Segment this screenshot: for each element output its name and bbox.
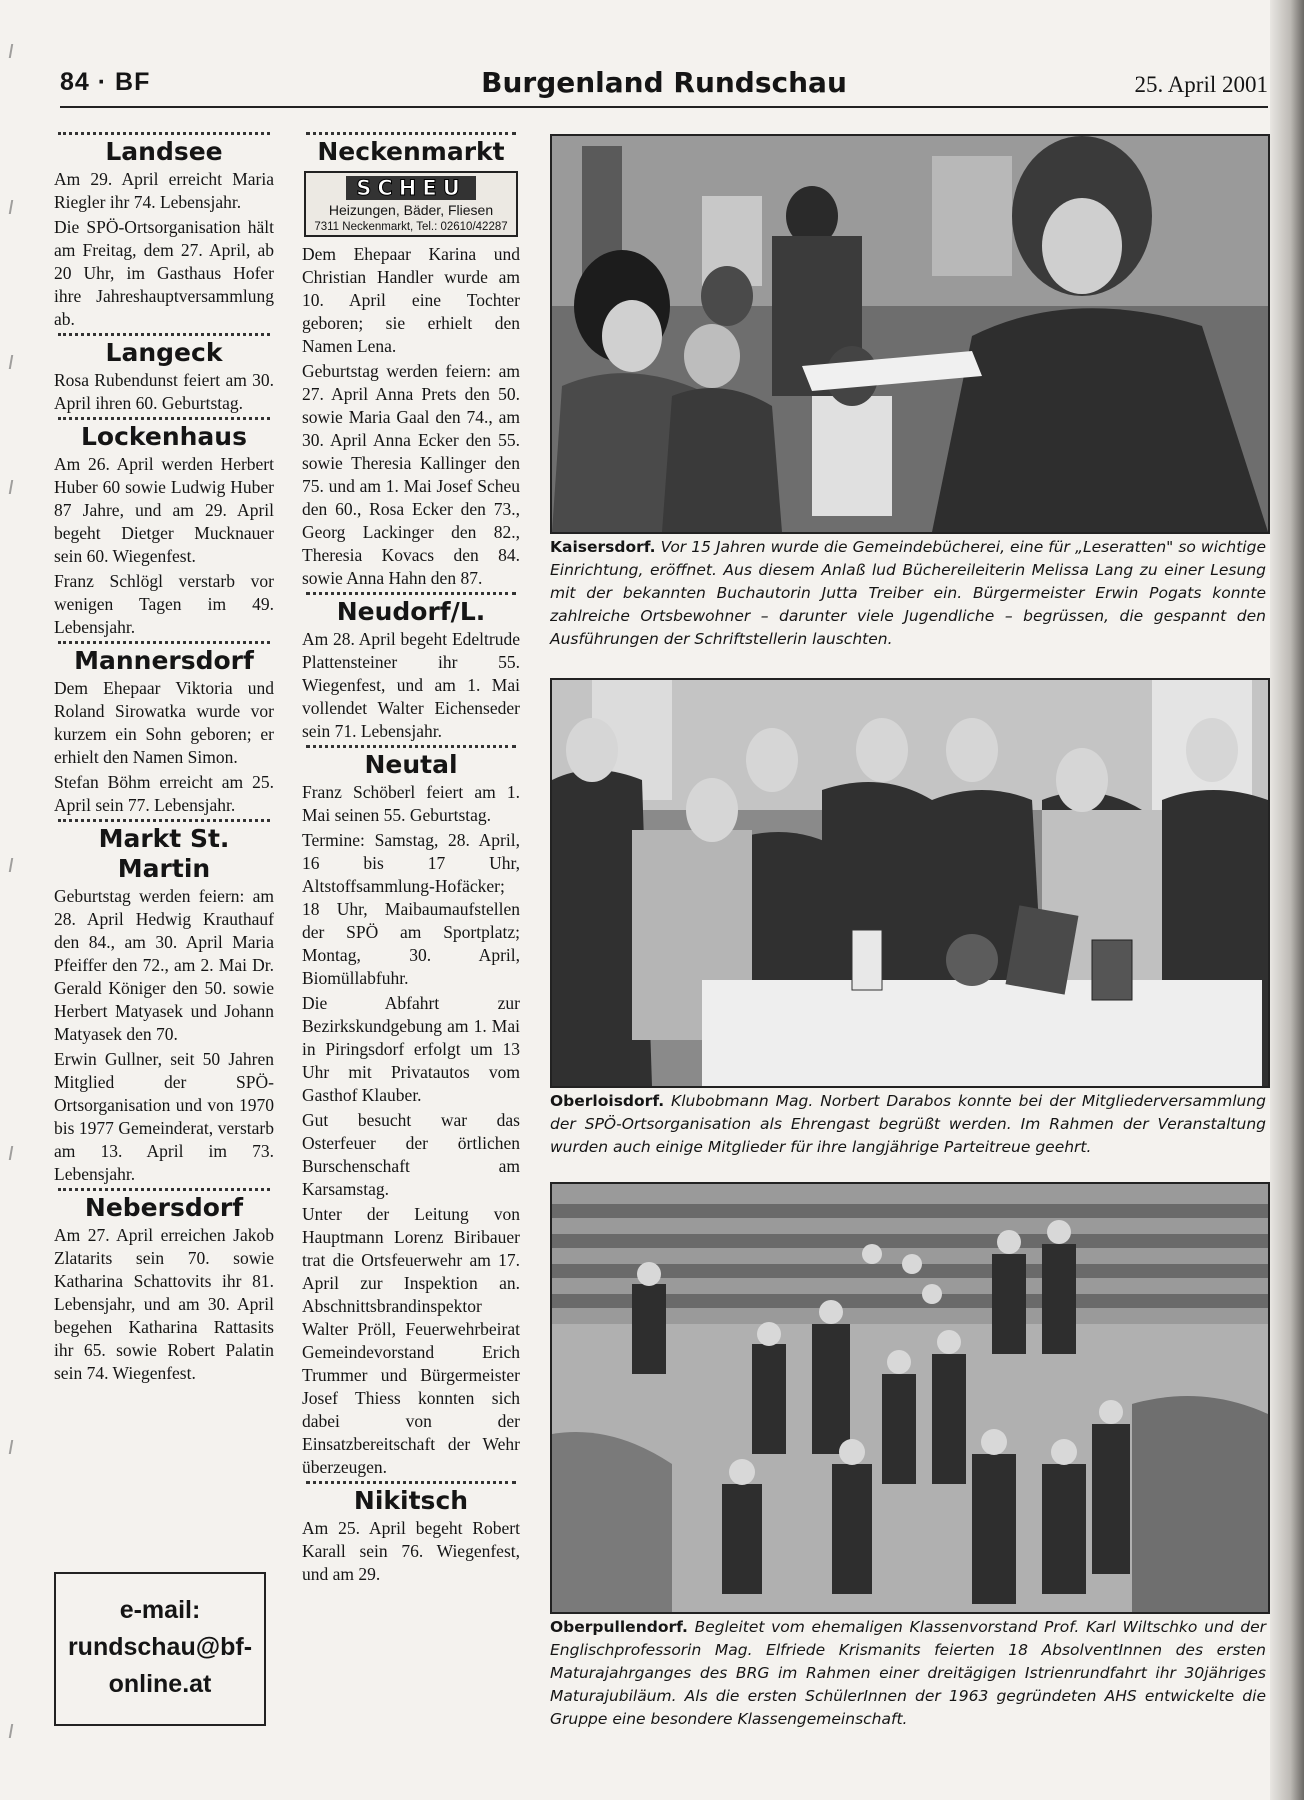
margin-mark — [9, 480, 23, 494]
dotted-divider — [58, 417, 270, 420]
column-middle — [302, 132, 520, 1588]
caption-text: Vor 15 Jahren wurde die Gemeindebücherei, eine für „Leseratten" so wichtige Einrichtung, eröffnet. Aus diesem Anlaß lud Büchereileiterin Melissa Lang zu einer Lesung mit der bekannten Buchautorin Jutta Treiber ein. Bürgermeister Erwin Pogats konnte zahlreiche Ortsbewohner – darunter viele Jugendliche – begrüssen, die gespannt den Ausführungen der Schriftstellerin lauschten. — [550, 538, 1266, 648]
margin-mark — [9, 355, 23, 369]
photo-caption-kaisersdorf — [550, 536, 1266, 651]
dotted-divider — [58, 132, 270, 135]
photo-kaisersdorf-reading — [550, 134, 1270, 534]
section-title-landsee: Landsee — [105, 137, 223, 166]
article-text: Am 28. April begeht Edeltrude Plattensteiner ihr 55. Wiegenfest, und am 1. Mai vollendet Walter Eichenseder sein 71. Lebensjahr. — [302, 629, 520, 741]
section-title-neckenmarkt: Neckenmarkt — [317, 137, 505, 166]
caption-place: Kaisersdorf. — [550, 538, 656, 556]
dotted-divider — [306, 1481, 516, 1484]
section-title-nebersdorf: Nebersdorf — [84, 1193, 244, 1222]
page-header — [60, 66, 1268, 108]
article-text: Am 26. April werden Herbert Huber 60 sowie Ludwig Huber 87 Jahre, und am 29. April begeht Dietger Mucknauer sein 60. Wiegenfest. — [54, 454, 274, 566]
article-text: Die Abfahrt zur Bezirkskundgebung am 1. Mai in Piringsdorf erfolgt um 13 Uhr mit Privatautos vom Gasthof Klauber. — [302, 993, 520, 1105]
ad-services: Heizungen, Bäder, Fliesen — [328, 202, 494, 218]
margin-mark — [9, 858, 23, 872]
dotted-divider — [306, 132, 516, 135]
article-text: Geburtstag werden feiern: am 28. April Hedwig Krauthauf den 84., am 30. April Maria Pfeiffer den 72., am 2. Mai Dr. Gerald Königer den 50. sowie Herbert Matyasek und Johann Matyasek den 70. — [54, 886, 274, 1044]
issue-date: 25. April 2001 — [1134, 72, 1268, 97]
advertisement-scheu — [304, 171, 518, 237]
margin-mark — [9, 1146, 23, 1160]
email-contact-box — [54, 1572, 266, 1726]
article-text: Dem Ehepaar Karina und Christian Handler wurde am 10. April eine Tochter geboren; sie erhielt den Namen Lena. — [302, 244, 520, 356]
margin-mark — [9, 200, 23, 214]
article-text: Unter der Leitung von Hauptmann Lorenz Biribauer trat die Ortsfeuerwehr am 17. April zur Inspektion an. Abschnittsbrandinspektor Walter Pröll, Feuerwehrbeirat Gemeindevorstand Erich Trummer und Bürgermeister Josef Thiess konnten sich dabei von der Einsatzbereitschaft der Wehr überzeugen. — [302, 1204, 520, 1477]
ad-logo: SCHEU — [346, 176, 476, 200]
article-text: Am 25. April begeht Robert Karall sein 76. Wiegenfest, und am 29. — [302, 1518, 520, 1584]
dotted-divider — [58, 641, 270, 644]
caption-place: Oberloisdorf. — [550, 1092, 665, 1110]
article-text: Stefan Böhm erreicht am 25. April sein 77. Lebensjahr. — [54, 772, 274, 815]
newspaper-title: Burgenland Rundschau — [481, 66, 847, 99]
article-text: Rosa Rubendunst feiert am 30. April ihren 60. Geburtstag. — [54, 370, 274, 413]
email-label: e-mail: — [119, 1596, 201, 1624]
article-text: Franz Schöberl feiert am 1. Mai seinen 55. Geburtstag. — [302, 782, 520, 825]
section-title-markt-st-martin: Markt St. Martin — [98, 824, 230, 883]
photo-caption-oberloisdorf — [550, 1090, 1266, 1159]
article-text: Erwin Gullner, seit 50 Jahren Mitglied der SPÖ-Ortsorganisation und von 1970 bis 1977 Gemeinderat, verstarb am 13. April im 73. Lebensjahr. — [54, 1049, 274, 1184]
photo-oberpullendorf-class-reunion — [550, 1182, 1270, 1614]
dotted-divider — [306, 592, 516, 595]
article-text: Termine: Samstag, 28. April, 16 bis 17 Uhr, Altstoffsammlung-Hofäcker; 18 Uhr, Maibaumaufstellen der SPÖ am Sportplatz; Montag, 30. April, Biomüllabfuhr. — [302, 830, 520, 988]
photo-oberloisdorf-meeting — [550, 678, 1270, 1088]
article-text: Geburtstag werden feiern: am 27. April Anna Prets den 50. sowie Maria Gaal den 74., am 30. April Anna Ecker den 55. sowie Theresia Kallinger den 75. und am 1. Mai Josef Scheu den 60., Rosa Ecker den 73., Georg Lackinger den 82., Theresia Kovacs den 84. sowie Anna Hahn den 87. — [302, 361, 520, 588]
dotted-divider — [306, 745, 516, 748]
margin-mark — [9, 1724, 23, 1738]
article-text: Am 29. April erreicht Maria Riegler ihr 74. Lebensjahr. — [54, 169, 274, 212]
email-address-part1[interactable]: rundschau@bf- — [67, 1633, 253, 1661]
article-text: Dem Ehepaar Viktoria und Roland Sirowatka wurde vor kurzem ein Sohn geboren; er erhielt den Namen Simon. — [54, 678, 274, 767]
section-title-nikitsch: Nikitsch — [353, 1486, 469, 1515]
section-title-mannersdorf: Mannersdorf — [74, 646, 254, 675]
article-text: Die SPÖ-Ortsorganisation hält am Freitag, dem 27. April, ab 20 Uhr, im Gasthaus Hofer ihre Jahreshauptversammlung ab. — [54, 217, 274, 329]
dotted-divider — [58, 333, 270, 336]
column-left — [54, 132, 274, 1387]
article-text: Gut besucht war das Osterfeuer der örtlichen Burschenschaft am Karsamstag. — [302, 1110, 520, 1199]
page-edge-shadow — [1270, 0, 1304, 1800]
article-text: Am 27. April erreichen Jakob Zlatarits sein 70. sowie Katharina Schattovits ihr 81. Lebensjahr, und am 30. April begehen Katharina Rattasits ihr 65. sowie Robert Palatin sein 74. Wiegenfest. — [54, 1225, 274, 1383]
dotted-divider — [58, 1188, 270, 1191]
email-address-part2[interactable]: online.at — [108, 1670, 212, 1698]
margin-mark — [9, 44, 23, 58]
caption-text: Klubobmann Mag. Norbert Darabos konnte bei der Mitgliederversammlung der SPÖ-Ortsorganisation als Ehrengast begrüßt werden. Im Rahmen der Veranstaltung wurden auch einige Mitglieder für ihre langjährige Parteitreue geehrt. — [550, 1092, 1266, 1156]
section-title-neudorf: Neudorf/L. — [336, 597, 486, 626]
page-number-label: 84 · BF — [60, 68, 151, 96]
caption-place: Oberpullendorf. — [550, 1618, 688, 1636]
ad-address: 7311 Neckenmarkt, Tel.: 02610/42287 — [314, 221, 508, 233]
caption-text: Begleitet vom ehemaligen Klassenvorstand Prof. Karl Wiltschko und der Englischprofessorin Mag. Elfriede Krismanits feierten 18 AbsolventInnen des ersten Maturajahrganges des BRG im Rahmen einer dreitägigen Istrienrundfahrt ihr 30jähriges Maturajubiläum. Als die ersten SchülerInnen der 1963 gegründeten AHS entwickelte die Gruppe eine besondere Klassengemeinschaft. — [550, 1618, 1266, 1728]
photo-caption-oberpullendorf — [550, 1616, 1266, 1731]
section-title-langeck: Langeck — [105, 338, 223, 367]
margin-mark — [9, 1440, 23, 1454]
dotted-divider — [58, 819, 270, 822]
section-title-neutal: Neutal — [364, 750, 458, 779]
article-text: Franz Schlögl verstarb vor wenigen Tagen im 49. Lebensjahr. — [54, 571, 274, 637]
section-title-lockenhaus: Lockenhaus — [81, 422, 247, 451]
